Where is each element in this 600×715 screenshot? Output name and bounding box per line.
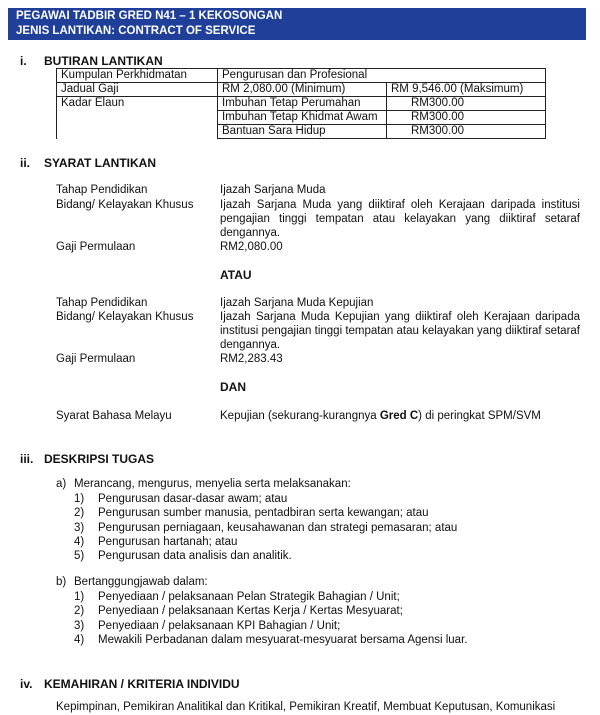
list-text: Pengurusan sumber manusia, pentadbiran serta kewangan; atau (98, 507, 429, 520)
competency-text: Kepimpinan, Pemikiran Analitikal dan Kritikal, Pemikiran Kreatif, Membuat Keputusan, Komunikasi (56, 701, 556, 713)
kumpulan-value: Pengurusan dan Profesional (218, 69, 546, 83)
list-item (74, 549, 457, 563)
table-row (57, 97, 546, 111)
gaji-label-2: Gaji Permulaan (56, 353, 136, 365)
tahap-value-2: Ijazah Sarjana Muda Kepujian (220, 297, 374, 309)
tahap-label-2: Tahap Pendidikan (56, 297, 148, 309)
elaun-amount: RM300.00 (387, 97, 546, 111)
list-number: 4) (74, 633, 85, 646)
section-ii-title: SYARAT LANTIKAN (44, 156, 157, 170)
section-iv-title: KEMAHIRAN / KRITERIA INDIVIDU (44, 677, 240, 691)
jadual-max: RM 9,546.00 (Maksimum) (387, 83, 546, 97)
list-text: Penyediaan / pelaksanaan Kertas Kerja / Kertas Mesyuarat; (98, 605, 403, 618)
appointment-details-table (56, 68, 546, 139)
gaji-label-1: Gaji Permulaan (56, 241, 136, 253)
dan-label: DAN (220, 380, 246, 394)
section-iv-number: iv. (20, 677, 33, 691)
bahasa-post: ) di peringkat SPM/SVM (418, 410, 541, 422)
atau-label: ATAU (220, 268, 252, 282)
gaji-value-2: RM2,283.43 (220, 353, 283, 365)
gaji-value-1: RM2,080.00 (220, 241, 283, 253)
list-number: 5) (74, 550, 85, 563)
list-text: Penyediaan / pelaksanaan Pelan Strategik Bahagian / Unit; (98, 591, 400, 603)
bidang-value-2: Ijazah Sarjana Muda Kepujian yang diiktiraf oleh Kerajaan daripada institusi pengajian tinggi tempatan atau kelayakan yang diiktiraf setaraf dengannya. (220, 311, 580, 351)
duty-a-text: Merancang, mengurus, menyelia serta melaksanakan: (74, 478, 351, 490)
duty-b-list (74, 590, 467, 647)
bahasa-grade: Gred C (379, 410, 419, 422)
elaun-name: Imbuhan Tetap Perumahan (218, 97, 387, 111)
list-item (74, 506, 457, 520)
elaun-name: Imbuhan Tetap Khidmat Awam (218, 111, 387, 125)
table-row (57, 83, 546, 97)
list-item (74, 492, 457, 506)
list-number: 3) (74, 521, 85, 534)
duty-b-text: Bertanggungjawab dalam: (74, 576, 208, 588)
bidang-label-2: Bidang/ Kelayakan Khusus (56, 311, 194, 323)
kumpulan-label: Kumpulan Perkhidmatan (57, 69, 218, 83)
list-text: Pengurusan dasar-dasar awam; atau (98, 493, 288, 505)
list-number: 1) (74, 591, 85, 603)
list-text: Penyediaan / pelaksanaan KPI Bahagian / Unit; (98, 619, 341, 632)
list-number: 3) (74, 619, 85, 632)
bahasa-pre: Kepujian (sekurang-kurangnya (220, 410, 380, 422)
list-item (74, 619, 467, 633)
table-row (57, 69, 546, 83)
tahap-label-1: Tahap Pendidikan (56, 184, 148, 196)
list-item (74, 590, 467, 604)
list-number: 4) (74, 535, 85, 548)
list-number: 2) (74, 507, 85, 520)
bidang-value-1: Ijazah Sarjana Muda yang diiktiraf oleh Kerajaan daripada institusi pengajian tinggi tempatan atau kelayakan yang diiktiraf setaraf dengannya. (220, 199, 580, 239)
list-text: Pengurusan hartanah; atau (98, 535, 238, 548)
bahasa-label: Syarat Bahasa Melayu (56, 410, 172, 422)
bidang-label-1: Bidang/ Kelayakan Khusus (56, 199, 194, 211)
list-text: Pengurusan perniagaan, keusahawanan dan strategi pemasaran; atau (98, 521, 458, 534)
list-number: 1) (74, 493, 85, 505)
list-item (74, 633, 467, 647)
list-item (74, 521, 457, 535)
bahasa-value (220, 410, 541, 422)
list-number: 2) (74, 605, 85, 618)
list-item (74, 604, 467, 618)
list-text: Mewakili Perbadanan dalam mesyuarat-mesyuarat bersama Agensi luar. (98, 633, 468, 646)
elaun-amount: RM300.00 (387, 125, 546, 139)
tahap-value-1: Ijazah Sarjana Muda (220, 184, 326, 196)
jadual-label: Jadual Gaji (57, 83, 218, 97)
header-title: PEGAWAI TADBIR GRED N41 – 1 KEKOSONGAN (16, 10, 283, 22)
duty-b-label: b) (56, 576, 67, 588)
list-item (74, 535, 457, 549)
duty-a-list (74, 492, 457, 563)
page-header (8, 8, 586, 40)
section-iii-title: DESKRIPSI TUGAS (44, 452, 155, 466)
header-subtitle: JENIS LANTIKAN: CONTRACT OF SERVICE (16, 25, 256, 37)
section-i-title: BUTIRAN LANTIKAN (44, 54, 163, 68)
section-i-number: i. (20, 54, 27, 68)
jadual-min: RM 2,080.00 (Minimum) (218, 83, 387, 97)
elaun-amount: RM300.00 (387, 111, 546, 125)
list-text: Pengurusan data analisis dan analitik. (98, 550, 292, 563)
section-iii-number: iii. (20, 452, 34, 466)
elaun-name: Bantuan Sara Hidup (218, 125, 387, 139)
duty-a-label: a) (56, 478, 67, 490)
section-ii-number: ii. (20, 156, 31, 170)
elaun-label: Kadar Elaun (57, 97, 218, 139)
